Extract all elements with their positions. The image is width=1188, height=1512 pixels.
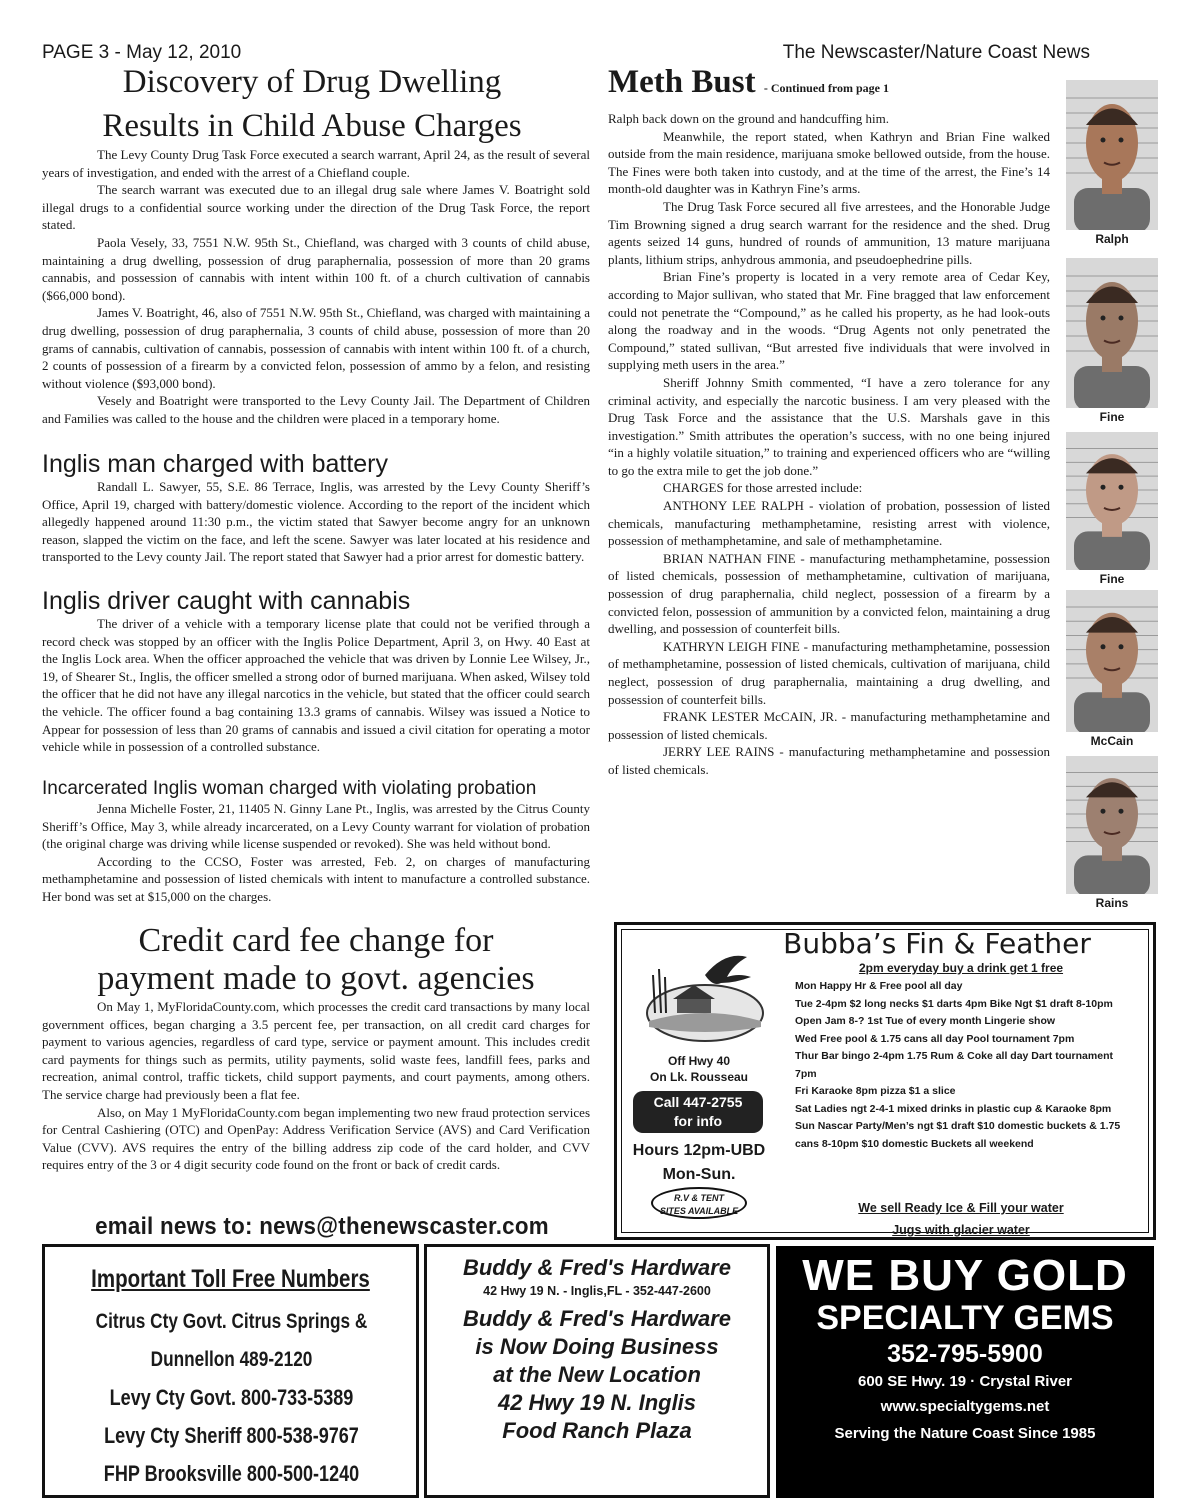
email-news-line: email news to: news@thenewscaster.com — [95, 1213, 549, 1240]
headline-line-1: Discovery of Drug Dwelling — [122, 64, 502, 100]
article-paragraph: KATHRYN LEIGH FINE - manufacturing methamphetamine, possession of methamphetamine, possession of listed chemicals, cultivation of marijuana, child neglect, possession of drug paraphernalia, maintaining a drug dwelling, and possession of counterfeit bills. — [608, 638, 1050, 707]
mugshot-caption: Fine — [1099, 410, 1125, 424]
headline-line-2: payment made to govt. agencies — [97, 960, 535, 997]
article-paragraph: FRANK LESTER McCAIN, JR. - manufacturing methamphetamine and possession of listed chemicals. — [608, 709, 1050, 742]
gold-subheadline: SPECIALTY GEMS — [816, 1299, 1114, 1337]
gold-address: 600 SE Hwy. 19 · Crystal River — [858, 1373, 1072, 1390]
article-paragraph: Meanwhile, the report stated, when Kathryn and Brian Fine walked outside from the main residence, marijuana smoke bellowed outside, from the house. The Fines were both taken into custody, and at the time of the arrest, the Fine’s 14 month-old daughter was in Kathryn Fine’s arms. — [608, 128, 1050, 197]
article-headline — [608, 62, 1050, 108]
bubbas-footer — [791, 1197, 1131, 1241]
article-headline: Incarcerated Inglis woman charged with violating probation — [42, 778, 537, 799]
bubbas-special-item: Wed Free pool & 1.75 cans all day Pool tournament 7pm — [795, 1032, 1075, 1045]
bubbas-special-item: Sat Ladies ngt 2-4-1 mixed drinks in plastic cup & Karaoke 8pm — [795, 1102, 1112, 1115]
bubbas-hours-2: Mon-Sun. — [662, 1166, 736, 1183]
mugshot-caption: McCain — [1090, 734, 1134, 748]
continued-note: - Continued from page 1 — [763, 81, 889, 95]
hardware-address: 42 Hwy 19 N. - Inglis,FL - 352-447-2600 — [483, 1284, 711, 1298]
article-headline: Inglis man charged with battery — [42, 450, 389, 478]
bubbas-title: Bubba’s Fin & Feather — [783, 927, 1091, 960]
article-paragraph: JERRY LEE RAINS - manufacturing methamphetamine and possession of listed chemicals. — [608, 744, 1050, 777]
bubbas-call-1: Call 447-2755 — [653, 1094, 743, 1110]
rv-sites-badge — [651, 1187, 747, 1219]
paper-name: The Newscaster/Nature Coast News — [782, 42, 1090, 63]
article-paragraph: According to the CCSO, Foster was arrested, Feb. 2, on charges of manufacturing methamphetamine and possession of listed chemicals with intent to manufacture a controlled substance. Her bond was set at $15,000 on the charges. — [42, 853, 590, 904]
article-paragraph: Randall L. Sawyer, 55, S.E. 86 Terrace, Inglis, was arrested by the Levy County Sheriff’s Office, April 19, charged with battery/domestic violence. According to the report of the incident which allegedly happened around 11:30 p.m., the victim stated that Sawyer become angry for an unknown reason, slapped the victim on the face, and left the scene. Sawyer was later located at his residence and transported to the Levy county Jail. The report stated that Sawyer had a prior arrest for domestic battery. — [42, 479, 590, 565]
article-paragraph: Paola Vesely, 33, 7551 N.W. 95th St., Chiefland, was charged with 3 counts of child abuse, maintaining a drug dwelling, possession of drug paraphernalia, possession of more than 20 grams cannabis, and possession of cannabis with intent within 100 ft. of a church cultivation of cannabis ($66,000 bond). — [42, 234, 590, 303]
rv-line-1: R.V & TENT — [673, 1193, 724, 1203]
hardware-body — [427, 1305, 767, 1445]
article-paragraph: BRIAN NATHAN FINE - manufacturing methamphetamine, possession of listed chemicals, possession of methamphetamine, cultivation of marijuana, possession of drug paraphernalia, child neglect, possession of a firearm by a convicted felon, possession of ammunition by a convicted felon, maintaining a drug dwelling, and possession of counterfeit bills. — [608, 550, 1050, 637]
article-cannabis — [42, 587, 590, 756]
article-paragraph: The Levy County Drug Task Force executed a search warrant, April 24, as the result of several years of investigation, and ended with the arrest of a Chiefland couple. — [42, 147, 590, 180]
mugshot-caption: Fine — [1099, 572, 1125, 586]
bubbas-special-item: Tue 2-4pm $2 long necks $1 darts 4pm Bike Ngt $1 draft 8-10pm Open Jam 8-? 1st Tue of every month Lingerie show — [795, 997, 1113, 1027]
article-battery — [42, 450, 590, 566]
article-headline — [34, 60, 590, 148]
article-drug-dwelling — [42, 60, 590, 428]
hardware-body-line: 42 Hwy 19 N. Inglis — [497, 1390, 697, 1415]
mugshot-photo — [1066, 80, 1158, 230]
bubbas-location-1: Off Hwy 40 — [667, 1054, 730, 1068]
article-paragraph: Jenna Michelle Foster, 21, 11405 N. Ginny Lane Pt., Inglis, was arrested by the Citrus County Sheriff’s Office, May 3, while already incarcerated, on a Levy County warrant for violation of probation (the original charge was driving while license suspended or revoked). She was held without bond. — [42, 801, 590, 852]
hardware-body-line: is Now Doing Business — [475, 1334, 719, 1359]
bubbas-location-2: On Lk. Rousseau — [649, 1070, 749, 1084]
page-date: PAGE 3 - May 12, 2010 — [42, 42, 242, 63]
toll-free-line: Citrus Cty Govt. Citrus Springs & Dunnellon 489-2120 — [95, 1310, 368, 1371]
article-paragraph: On May 1, MyFloridaCounty.com, which processes the credit card transactions by many local government offices, began charging a 3.5 percent fee, per transaction, on all credit card charges for payment to various agencies, regardless of card type, service or payment amount. This includes credit card payments for things such as permits, utility payments, solid waste fees, landfill fees, parks and recreation, animal control, traffic tickets, child support payments, and court payments, among others. The service charge had previously been a flat fee. — [42, 999, 590, 1102]
mugshot-photo — [1066, 258, 1158, 408]
rv-line-2: SITES AVAILABLE — [659, 1206, 739, 1216]
bubbas-special-item: Thur Bar bingo 2-4pm 1.75 Rum & Coke all day Dart tournament 7pm — [795, 1050, 1113, 1080]
gold-tagline: Serving the Nature Coast Since 1985 — [834, 1425, 1096, 1442]
headline-text: Meth Bust — [608, 64, 756, 100]
hardware-body-line: at the New Location — [493, 1362, 701, 1387]
toll-free-ad — [42, 1244, 419, 1498]
article-paragraph: Brian Fine’s property is located in a very remote area of Cedar Key, according to Major sullivan, who stated that Mr. Fine bragged that law enforcement could not penetrate the “Compound,” as he called his property, as he had look-outs along the roadway and in the woods. “Drug Agents not only penetrated the Compound,” stated sullivan, “But arrested five individuals that were involved in supplying meth users in the area.” — [608, 269, 1050, 373]
toll-free-line: Levy Cty Govt. 800-733-5389 — [109, 1385, 354, 1410]
article-paragraph: Also, on May 1 MyFloridaCounty.com began implementing two new fraud protection services for Central Cashiering (OTC) and OpenPay: Address Verification Service (AVS) and Card Verification Value (CVV). AVS requires the entry of the billing address zip code of the card holder, and CVV requires entry of the 3 or 4 digit security code found on the front or back of credit cards. — [42, 1104, 590, 1173]
mugshot-caption: Rains — [1095, 896, 1129, 910]
bubbas-special-item: Mon Happy Hr & Free pool all day — [795, 980, 963, 992]
article-paragraph: The Drug Task Force secured all five arrestees, and the Honorable Judge Tim Browning signed a drug search warrant for the residence and the shed. Drug agents seized 14 guns, hundred of rounds of ammunition, 13 mature marijuana plants, lithium strips, anhydrous ammonia, and pseudoephedrine pills. — [608, 198, 1050, 267]
bubbas-hours-1: Hours 12pm-UBD — [632, 1142, 766, 1159]
gold-phone: 352-795-5900 — [887, 1340, 1043, 1368]
headline-line-2: Results in Child Abuse Charges — [102, 108, 522, 144]
article-paragraph: The search warrant was executed due to an illegal drug sale where James V. Boatright sold illegal drugs to a confidential source working under the direction of the Drug Task Force, the report stated. — [42, 182, 590, 233]
article-headline: Inglis driver caught with cannabis — [42, 587, 411, 615]
headline-line-1: Credit card fee change for — [138, 922, 494, 959]
bubbas-call-2: for info — [673, 1113, 723, 1129]
toll-free-title: Important Toll Free Numbers — [91, 1265, 370, 1293]
bubbas-special-item: Fri Karaoke 8pm pizza $1 a slice — [795, 1085, 956, 1097]
gold-headline: WE BUY GOLD — [802, 1251, 1128, 1300]
article-paragraph: Vesely and Boatright were transported to the Levy County Jail. The Department of Children and Families was called to the house and the children were placed in a temporary home. — [42, 393, 590, 426]
bubbas-footer-2: Jugs with glacier water — [892, 1223, 1030, 1237]
gold-ad — [776, 1246, 1154, 1498]
bubbas-specials-list — [795, 978, 1135, 1153]
bubbas-ad — [614, 922, 1156, 1240]
mugshot-photo — [1066, 756, 1158, 894]
article-paragraph: Ralph back down on the ground and handcuffing him. — [608, 111, 890, 126]
article-paragraph: CHARGES for those arrested include: — [663, 480, 863, 496]
eagle-lake-icon — [635, 947, 765, 1052]
bubbas-special-item: Sun Nascar Party/Men’s ngt $1 draft $10 domestic buckets & 1.75 cans 8-10pm $10 domestic Buckets all weekend — [795, 1120, 1121, 1150]
mugshot-photo — [1066, 432, 1158, 570]
gold-website: www.specialtygems.net — [880, 1398, 1050, 1415]
hardware-body-line: Buddy & Fred's Hardware — [462, 1306, 732, 1331]
mugshot-caption: Ralph — [1095, 232, 1129, 246]
bubbas-footer-1: We sell Ready Ice & Fill your water — [858, 1201, 1064, 1215]
article-paragraph: James V. Boatright, 46, also of 7551 N.W. 95th St., Chiefland, was charged with maintaining a drug dwelling, possession of drug paraphernalia, 3 counts of child abuse, possession of more than 20 grams of cannabis, cultivation of cannabis, possession of cannabis with intent within 100 ft. of a church, 2 counts of possession of a firearm by a convicted felon, possession of ammo by a felon, and resisting without violence ($93,000 bond). — [42, 305, 590, 391]
article-meth-bust — [608, 62, 1050, 779]
hardware-name: Buddy & Fred's Hardware — [462, 1255, 732, 1280]
toll-free-list — [54, 1303, 409, 1493]
article-paragraph: ANTHONY LEE RALPH - violation of probation, possession of listed chemicals, manufacturing methamphetamine, resisting arrest with violence, possession of methamphetamine, and sale of methamphetamine. — [608, 498, 1050, 549]
article-paragraph: The driver of a vehicle with a temporary license plate that could not be verified through a record check was stopped by an officer with the Inglis Police Department, April 3, on Hwy. 40 East at the Inglis Lock area. When the officer approached the vehicle that was driven by Lonnie Lee Wilsey, Jr., 19, of Shearer St., Inglis, the officer smelled a strong odor of burned marijuana. When asked, Wilsey told the officer that he did not have any illegal narcotics in the vehicle, but stated that the officer could search the vehicle. The officer found a bag containing 13.3 grams of cannabis. Wilsey was issued a Notice to Appear for possession of less than 20 grams of cannabis and issued a civil citation for operating a motor vehicle while in possession of a controlled substance. — [42, 616, 590, 755]
toll-free-line: FHP Brooksville 800-500-1240 — [103, 1461, 360, 1486]
article-headline — [42, 922, 590, 998]
bubbas-call-badge — [633, 1091, 763, 1133]
bubbas-subtitle: 2pm everyday buy a drink get 1 free — [858, 961, 1064, 975]
mugshot-photo — [1066, 590, 1158, 732]
article-paragraph: Sheriff Johnny Smith commented, “I have a zero tolerance for any criminal activity, and especially the narcotic business. I am very pleased with the Drug Task Force and the assistance that the U.S. Marshals gave in this investigation.” Smith attributes the operation’s success, with no one being injured “in a highly volatile situation,” to training and experienced officers who are “willing to go the extra mile to get the job done.” — [608, 374, 1050, 478]
toll-free-line: Levy Cty Sheriff 800-538-9767 — [104, 1423, 359, 1448]
hardware-body-line: Food Ranch Plaza — [502, 1418, 692, 1443]
article-probation — [42, 778, 590, 906]
hardware-ad — [424, 1244, 770, 1498]
article-credit-card — [42, 922, 590, 1174]
